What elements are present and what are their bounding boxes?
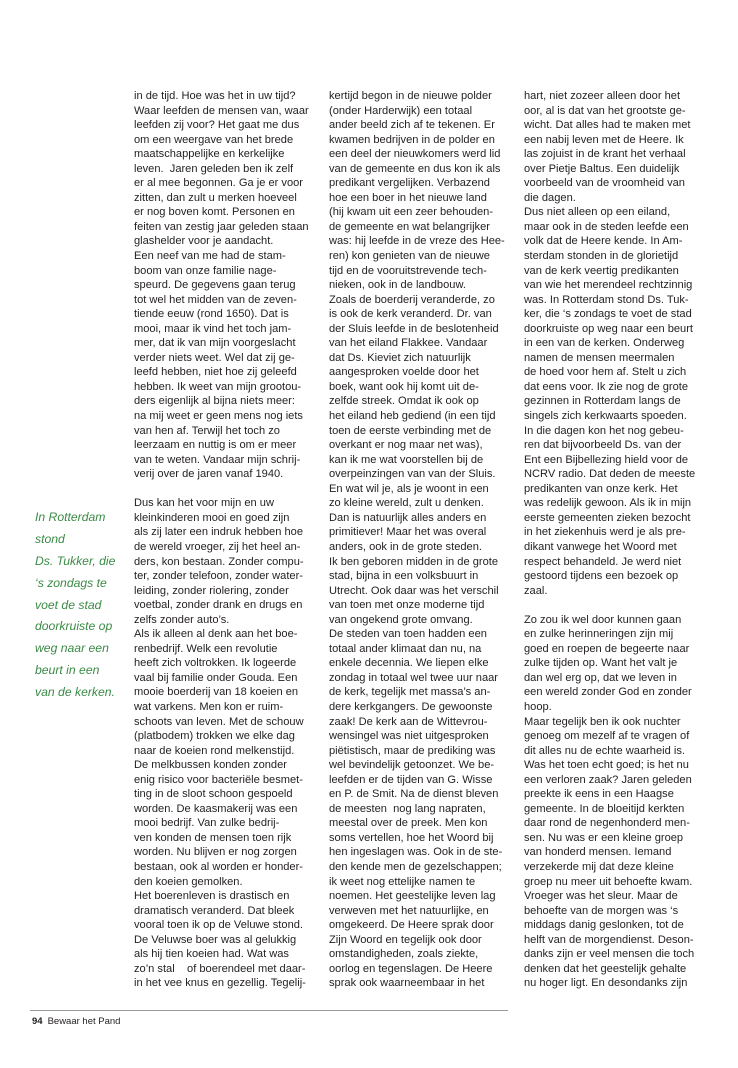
text-line: verder niets weet. Wel dat zij ge-	[134, 351, 295, 364]
text-line: kan ik me wat voorstellen bij de	[329, 453, 484, 466]
text-line: In die dagen kon het nog gebeu-	[524, 424, 684, 437]
text-line: groep nu meer uit behoefte kwam.	[524, 875, 693, 888]
text-line: Als ik alleen al denk aan het boe-	[134, 628, 298, 641]
text-line: van de gemeente en dus kon ik als	[329, 162, 501, 175]
text-line: heeft zich voltrokken. Ik logeerde	[134, 657, 297, 670]
text-line: van honderd mensen. Iemand	[524, 846, 672, 859]
text-line: piëtistisch, maar de prediking was	[329, 744, 496, 757]
text-line: gemeente. In de bloeitijd kerkten	[524, 802, 685, 815]
text-line: schoots van leven. Met de schouw	[134, 715, 304, 728]
text-line: de meesten nog lang napraten,	[329, 802, 486, 815]
page-number: 94	[32, 1016, 43, 1027]
text-line: zitten, dan zult u merken hoeveel	[134, 191, 297, 204]
pull-quote-line: ‘s zondags te	[35, 575, 107, 590]
text-line: ren dat bijvoorbeeld Ds. van der	[524, 439, 682, 452]
text-line: en P. de Smit. Na de dienst bleven	[329, 788, 499, 801]
text-line: hoe een boer in het nieuwe land	[329, 191, 487, 204]
text-line: tot wel het midden van de zeven-	[134, 293, 297, 306]
text-line: De Veluwse boer was al gelukkig	[134, 933, 297, 946]
text-line: hoop.	[524, 700, 552, 713]
text-line: dit alles nu de echte waarheid is.	[524, 744, 685, 757]
text-line: De steden van toen hadden een	[329, 628, 487, 641]
text-line: predikanten van onze kerk. Het	[524, 482, 678, 495]
text-line: een wereld zonder God en zonder	[524, 686, 692, 699]
text-line: wat varkens. Men kon er ruim-	[134, 700, 284, 713]
text-line: Ent een Bijbellezing hield voor de	[524, 453, 689, 466]
text-line: ik weet nog ettelijke namen te	[329, 875, 476, 888]
text-column-3	[524, 89, 704, 991]
text-line: ting in de sloot schoon gespoeld	[134, 788, 293, 801]
text-line: volk dat de Heere kende. In Am-	[524, 235, 683, 248]
text-line: oor, al is dat van het grootste ge-	[524, 104, 686, 117]
text-line: Waar leefden de mensen van, waar	[134, 104, 309, 117]
text-line: een nabij leven met de Heere. Ik	[524, 133, 684, 146]
text-line: ter, zonder telefoon, zonder water-	[134, 570, 303, 583]
text-line: kleinkinderen mooi en goed zijn	[134, 511, 290, 524]
text-line: goed en roepen de begeerte naar	[524, 642, 690, 655]
text-line: hen ingeslagen was. Ook in de ste-	[329, 846, 503, 859]
pull-quote-line: doorkruiste op	[35, 619, 113, 634]
text-line: in een van de kerken. Onderweg	[524, 337, 685, 350]
text-line: daar rond de negenhonderd men-	[524, 817, 690, 830]
text-line: soms vertellen, hoe het Woord bij	[329, 831, 494, 844]
text-line: van hen af. Terwijl het toch zo	[134, 424, 280, 437]
text-line: den koeien gemolken.	[134, 875, 243, 888]
text-line: er nog boven komt. Personen en	[134, 206, 295, 219]
text-line: zo kleine wereld, zult u denken.	[329, 497, 484, 510]
text-line: vaal bij familie onder Gouda. Een	[134, 671, 298, 684]
text-line: van het eiland Flakkee. Vandaar	[329, 337, 488, 350]
text-line: doorkruiste op weg naar een beurt	[524, 322, 693, 335]
text-line: omgekeerd. De Heere sprak door	[329, 919, 494, 932]
text-line: (onder Harderwijk) een totaal	[329, 104, 473, 117]
text-line: zelfs zonder auto’s.	[134, 613, 230, 626]
footer-divider	[30, 1010, 508, 1011]
text-line: gezinnen in Rotterdam langs de	[524, 395, 681, 408]
text-line: glashelder voor je aandacht.	[134, 235, 274, 248]
text-line: de wereld vroeger, zij het heel an-	[134, 540, 301, 553]
text-line: bestaan, ook al worden er honder-	[134, 860, 303, 873]
text-line: in het ziekenhuis werd je als pre-	[524, 526, 686, 539]
text-line: sprak ook waarneembaar in het	[329, 977, 485, 990]
text-line: wicht. Dat alles had te maken met	[524, 119, 691, 132]
pull-quote-line: stond	[35, 531, 65, 546]
text-line: leefden zij voor? Het gaat me dus	[134, 119, 300, 132]
paragraph	[134, 89, 314, 482]
text-line: dan wel erg op, dat we leven in	[524, 671, 677, 684]
text-column-2	[329, 89, 509, 991]
text-line: Vroeger was het sleur. Maar de	[524, 890, 678, 903]
text-line: was. In Rotterdam stond Ds. Tuk-	[524, 293, 689, 306]
text-line: mooi, maar ik vind het toch jam-	[134, 322, 292, 335]
text-line: toen de eerste verbinding met de	[329, 424, 492, 437]
text-line: leefden er de tijden van G. Wisse	[329, 773, 493, 786]
text-line: eerste gemeenten zieken bezocht	[524, 511, 691, 524]
text-line: verij over de jaren vanaf 1940.	[134, 468, 284, 481]
text-line: overpeinzingen van van der Sluis.	[329, 468, 496, 481]
paragraph	[524, 613, 704, 991]
text-line: de hoed voor hem af. Stelt u zich	[524, 366, 687, 379]
text-line: danks zijn er veel mensen die toch	[524, 948, 695, 961]
text-line: enkele decennia. We liepen elke	[329, 657, 489, 670]
text-line: las zojuist in de krant het verhaal	[524, 148, 686, 161]
text-line: als zij later een indruk hebben hoe	[134, 526, 303, 539]
text-line: was redelijk gewoon. Als ik in mijn	[524, 497, 692, 510]
text-line: den kende men de gezelschappen;	[329, 860, 502, 873]
text-line: Een neef van me had de stam-	[134, 250, 286, 263]
text-line: Dus kan het voor mijn en uw	[134, 497, 274, 510]
text-line: omstandigheden, zoals ziekte,	[329, 948, 479, 961]
text-line: Utrecht. Ook daar was het verschil	[329, 584, 499, 597]
text-line: nieken, ook in de landbouw.	[329, 279, 466, 292]
text-line: zelfde streek. Omdat ik ook op	[329, 395, 479, 408]
text-line: der Sluis leefde in de beslotenheid	[329, 322, 499, 335]
text-line: tijd en de vooruitstrevende tech-	[329, 264, 487, 277]
text-line: zulke tijden op. Want het valt je	[524, 657, 678, 670]
page-footer	[32, 1015, 120, 1029]
text-line: De melkbussen konden zonder	[134, 759, 287, 772]
text-line: van ongekend grote omvang.	[329, 613, 473, 626]
text-line: totaal ander klimaat dan nu, na	[329, 642, 482, 655]
text-line: behoefte van de morgen was ‘s	[524, 904, 679, 917]
pull-quote	[35, 507, 127, 704]
text-line: leven. Jaren geleden ben ik zelf	[134, 162, 294, 175]
text-line: Dus niet alleen op een eiland,	[524, 206, 671, 219]
text-line: er al mee begonnen. Ga je er voor	[134, 177, 303, 190]
text-line: zo’n stal of boerendeel met daar-	[134, 962, 306, 975]
text-line: leerzaam en nuttig is om er meer	[134, 439, 297, 452]
text-line: meestal over de preek. Men kon	[329, 817, 488, 830]
text-line: verweven met het natuurlijke, en	[329, 904, 489, 917]
text-line: voetbal, zonder drank en drugs en	[134, 599, 303, 612]
text-column-1	[134, 89, 314, 991]
text-line: die dagen.	[524, 191, 576, 204]
text-line: was: hij leefde in de vreze des Hee-	[329, 235, 505, 248]
text-line: NCRV radio. Dat deden de meeste	[524, 468, 696, 481]
text-line: overkant er nog maar net was),	[329, 439, 483, 452]
text-line: boom van onze familie nage-	[134, 264, 277, 277]
text-line: helft van de morgendienst. Deson-	[524, 933, 694, 946]
text-line: gestoord tijdens een bezoek op	[524, 570, 679, 583]
text-line: dere kerkgangers. De gewoonste	[329, 700, 493, 713]
text-line: Was het toen echt goed; is het nu	[524, 759, 689, 772]
text-line: de gemeente en wat belangrijker	[329, 220, 490, 233]
text-line: leiding, zonder riolering, zonder	[134, 584, 289, 597]
text-line: predikant vergelijken. Verbazend	[329, 177, 490, 190]
text-line: van toen met onze moderne tijd	[329, 599, 485, 612]
text-line: boek, want ook hij komt uit de-	[329, 380, 479, 393]
text-line: Zijn Woord en tegelijk ook door	[329, 933, 482, 946]
text-line: aangesproken voelde door het	[329, 366, 479, 379]
text-line: zaak! De kerk aan de Wittevrou-	[329, 715, 488, 728]
text-line: wel bevindelijk getoonzet. We be-	[329, 759, 495, 772]
paragraph	[524, 89, 704, 598]
text-line: Dan is natuurlijk alles anders en	[329, 511, 487, 524]
text-line: oorlog en tegenslagen. De Heere	[329, 962, 493, 975]
text-line: wensingel was niet uitgesproken	[329, 730, 489, 743]
text-line: het eiland heb gediend (in een tijd	[329, 410, 496, 423]
text-line: preekte ik eens in een Haagse	[524, 788, 674, 801]
text-line: worden. De kaasmakerij was een	[134, 802, 298, 815]
text-line: in de tijd. Hoe was het in uw tijd?	[134, 90, 296, 102]
text-line: Maar tegelijk ben ik ook nuchter	[524, 715, 681, 728]
text-line: van te weten. Vandaar mijn schrij-	[134, 453, 301, 466]
text-line: over Pietje Baltus. Een duidelijk	[524, 162, 680, 175]
publication-title: Bewaar het Pand	[47, 1016, 121, 1027]
text-line: genoeg om mezelf af te vragen of	[524, 730, 690, 743]
text-line: Zo zou ik wel door kunnen gaan	[524, 613, 682, 626]
text-line: worden. Nu blijven er nog zorgen	[134, 846, 297, 859]
text-line: mooi bedrijf. Van zulke bedrij-	[134, 817, 280, 830]
text-line: verzekerde mij dat deze kleine	[524, 860, 674, 873]
text-line: van wie het merendeel rechtzinnig	[524, 279, 693, 292]
text-line: enig risico voor bacteriële besmet-	[134, 773, 303, 786]
pull-quote-line: Ds. Tukker, die	[35, 553, 116, 568]
text-line: (hij kwam uit een zeer behouden-	[329, 206, 494, 219]
text-line: renbedrijf. Welk een revolutie	[134, 642, 278, 655]
pull-quote-line: weg naar een	[35, 641, 109, 656]
text-line: primitiever! Maar het was overal	[329, 526, 487, 539]
pull-quote-line: van de kerken.	[35, 685, 115, 700]
text-line: sen. Nu was er een kleine groep	[524, 831, 684, 844]
text-line: Zoals de boerderij veranderde, zo	[329, 293, 495, 306]
text-line: nu hoger ligt. En desondanks zijn	[524, 977, 688, 990]
text-line: ders eigenlijk al bijna niets meer:	[134, 395, 295, 408]
text-line: in het vee knus en gezellig. Tegelij-	[134, 977, 306, 990]
text-line: (platbodem) trokken we elke dag	[134, 730, 295, 743]
pull-quote-line: voet de stad	[35, 597, 102, 612]
text-line: om een weergave van het brede	[134, 133, 294, 146]
paragraph	[329, 89, 509, 991]
text-line: een verloren zaak? Jaren geleden	[524, 773, 692, 786]
paragraph	[134, 496, 314, 991]
text-line: dramatisch veranderd. Dat bleek	[134, 904, 295, 917]
text-line: mer, dat ik van mijn voorgeslacht	[134, 337, 296, 350]
text-line: als hij tien koeien had. Wat was	[134, 948, 289, 961]
text-line: een deel der nieuwkomers werd lid	[329, 148, 501, 161]
text-line: van de kerk veertig predikanten	[524, 264, 679, 277]
text-line: leefd hebben, niet hoe zij geleefd	[134, 366, 297, 379]
text-line: voorbeeld van de vroomheid van	[524, 177, 685, 190]
text-line: ker, die ‘s zondags te voet de stad	[524, 308, 692, 321]
text-line: is ook de kerk veranderd. Dr. van	[329, 308, 492, 321]
text-line: speurd. De gegevens gaan terug	[134, 279, 296, 292]
text-line: En wat wil je, als je woont in een	[329, 482, 489, 495]
text-line: ander beeld zich af te tekenen. Er	[329, 119, 495, 132]
text-line: mooie boerderij van 18 koeien en	[134, 686, 299, 699]
pull-quote-line: beurt in een	[35, 663, 100, 678]
text-line: zondag in totaal wel twee uur naar	[329, 671, 498, 684]
text-line: noemen. Het geestelijke leven lag	[329, 890, 496, 903]
text-line: hart, niet zozeer alleen door het	[524, 90, 681, 102]
text-line: namen de mensen meermalen	[524, 351, 675, 364]
text-line: feiten van zestig jaar geleden staan	[134, 220, 309, 233]
text-line: dat eens voor. Ik zie nog de grote	[524, 380, 689, 393]
text-line: naar de koeien rond melkenstijd.	[134, 744, 295, 757]
text-line: tiende eeuw (rond 1650). Dat is	[134, 308, 289, 321]
text-line: vooral toen ik op de Veluwe stond.	[134, 919, 303, 932]
text-line: maatschappelijke en kerkelijke	[134, 148, 285, 161]
text-line: kertijd begon in de nieuwe polder	[329, 90, 492, 102]
text-line: sterdam stonden in de glorietijd	[524, 250, 679, 263]
text-line: middags danig geslonken, tot de	[524, 919, 684, 932]
text-line: de kerk, tegelijk met massa’s an-	[329, 686, 491, 699]
text-line: zaal.	[524, 584, 548, 597]
text-line: dat Ds. Kieviet zich natuurlijk	[329, 351, 471, 364]
text-line: singels zich kerkwaarts spoeden.	[524, 410, 687, 423]
text-line: Ik ben geboren midden in de grote	[329, 555, 498, 568]
text-line: en zulke herinneringen zijn mij	[524, 628, 674, 641]
text-line: Het boerenleven is drastisch en	[134, 890, 290, 903]
text-line: kwamen bedrijven in de polder en	[329, 133, 495, 146]
text-line: dikant vanwege het Woord met	[524, 540, 677, 553]
text-line: ren) kon genieten van de nieuwe	[329, 250, 490, 263]
text-line: maar ook in de steden leefde een	[524, 220, 689, 233]
text-line: respect behandeld. Je werd niet	[524, 555, 682, 568]
text-line: ven konden de mensen toen rijk	[134, 831, 292, 844]
text-line: ders, kon bestaan. Zonder compu-	[134, 555, 304, 568]
text-line: stad, bijna in een volksbuurt in	[329, 570, 479, 583]
text-line: anders, ook in de grote steden.	[329, 540, 482, 553]
text-line: na mij weet er geen mens nog iets	[134, 410, 303, 423]
text-line: denken dat het geestelijk gehalte	[524, 962, 687, 975]
pull-quote-line: In Rotterdam	[35, 510, 106, 524]
text-line: hebben. Ik weet van mijn grootou-	[134, 380, 302, 393]
